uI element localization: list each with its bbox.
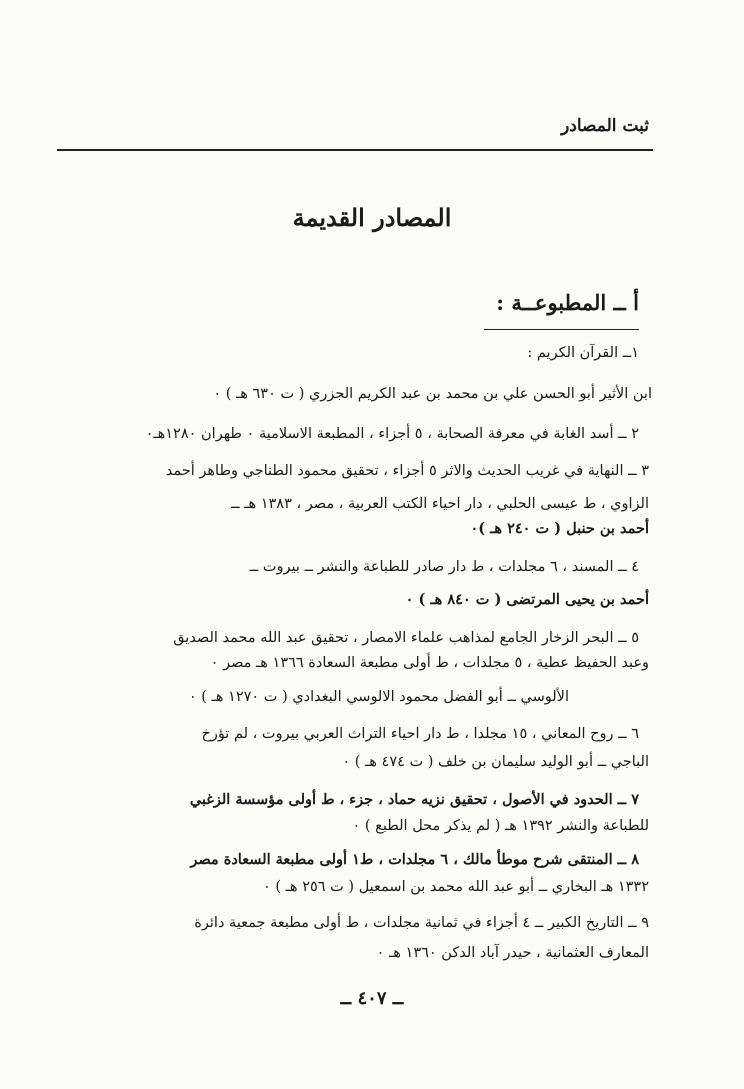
- entry-line: ٦ ــ روح المعاني ، ١٥ مجلدا ، ط دار احياء التراث العربي بيروت ، لم تؤرخ: [201, 726, 639, 742]
- entry-line: ١٣٣٢ هـ البخاري ــ أبو عبد الله محمد بن اسمعيل ( ت ٢٥٦ هـ ) ٠: [263, 879, 649, 895]
- author-line: الباجي ــ أبو الوليد سليمان بن خلف ( ت ٤٧٤ هـ ) ٠: [342, 754, 649, 770]
- entry-line: ابن الأثير أبو الحسن علي بن محمد بن عبد الكريم الجزري ( ت ٦٣٠ هـ ) ٠: [213, 386, 652, 402]
- author-line: أحمد بن حنبل ( ت ٢٤٠ هـ )٠: [470, 520, 649, 537]
- entry-line: المعارف العثمانية ، حيدر آباد الدكن ١٣٦٠ هـ ٠: [376, 945, 649, 961]
- header-rule: [57, 149, 653, 151]
- page-number: ــ ٤٠٧ ــ: [340, 988, 404, 1009]
- author-line: الألوسي ــ أبو الفضل محمود الالوسي البغدادي ( ت ١٢٧٠ هـ ) ٠: [188, 689, 569, 705]
- entry-line: ٧ ــ الحدود في الأصول ، تحقيق نزيه حماد ، جزء ، ط أولى مؤسسة الزغبي: [189, 791, 639, 808]
- entry-line: ٥ ــ البحر الزخار الجامع لمذاهب علماء الامصار ، تحقيق عبد الله محمد الصديق: [173, 630, 639, 646]
- entry-line: وعبد الحفيظ عطية ، ٥ مجلدات ، ط أولى مطبعة السعادة ١٣٦٦ هـ مصر ٠: [210, 655, 649, 671]
- page-title: المصادر القديمة: [292, 203, 452, 232]
- entry-line: الزاوي ، ط عيسى الحلبي ، دار احياء الكتب العربية ، مصر ، ١٣٨٣ هـ ــ: [231, 496, 649, 512]
- entry-line: ٣ ــ النهاية في غريب الحديث والاثر ٥ أجزاء ، تحقيق محمود الطناجي وطاهر أحمد: [165, 463, 649, 479]
- entry-line: ٩ ــ التاريخ الكبير ــ ٤ أجزاء في ثمانية مجلدات ، ط أولى مطبعة جمعية دائرة: [194, 915, 649, 931]
- entry-line: ٨ ــ المنتقى شرح موطأ مالك ، ٦ مجلدات ، ط١ أولى مطبعة السعادة مصر: [190, 851, 639, 868]
- running-title: ثبت المصادر: [561, 116, 649, 136]
- author-line: أحمد بن يحيى المرتضى ( ت ٨٤٠ هـ ) ٠: [405, 591, 649, 608]
- section-heading: أ ــ المطبوعــة :: [496, 290, 639, 315]
- section-underline: [484, 329, 639, 330]
- entry-line: ٤ ــ المسند ، ٦ مجلدات ، ط دار صادر للطباعة والنشر ــ بيروت ــ: [249, 559, 639, 575]
- entry-line: ٢ ــ أسد الغابة في معرفة الصحابة ، ٥ أجزاء ، المطبعة الاسلامية ٠ طهران ١٢٨٠هـ٠: [145, 426, 639, 442]
- entry-line: للطباعة والنشر ١٣٩٢ هـ ( لم يذكر محل الطبع ) ٠: [352, 818, 649, 834]
- entry-line: ١ــ القرآن الكريم :: [527, 345, 639, 361]
